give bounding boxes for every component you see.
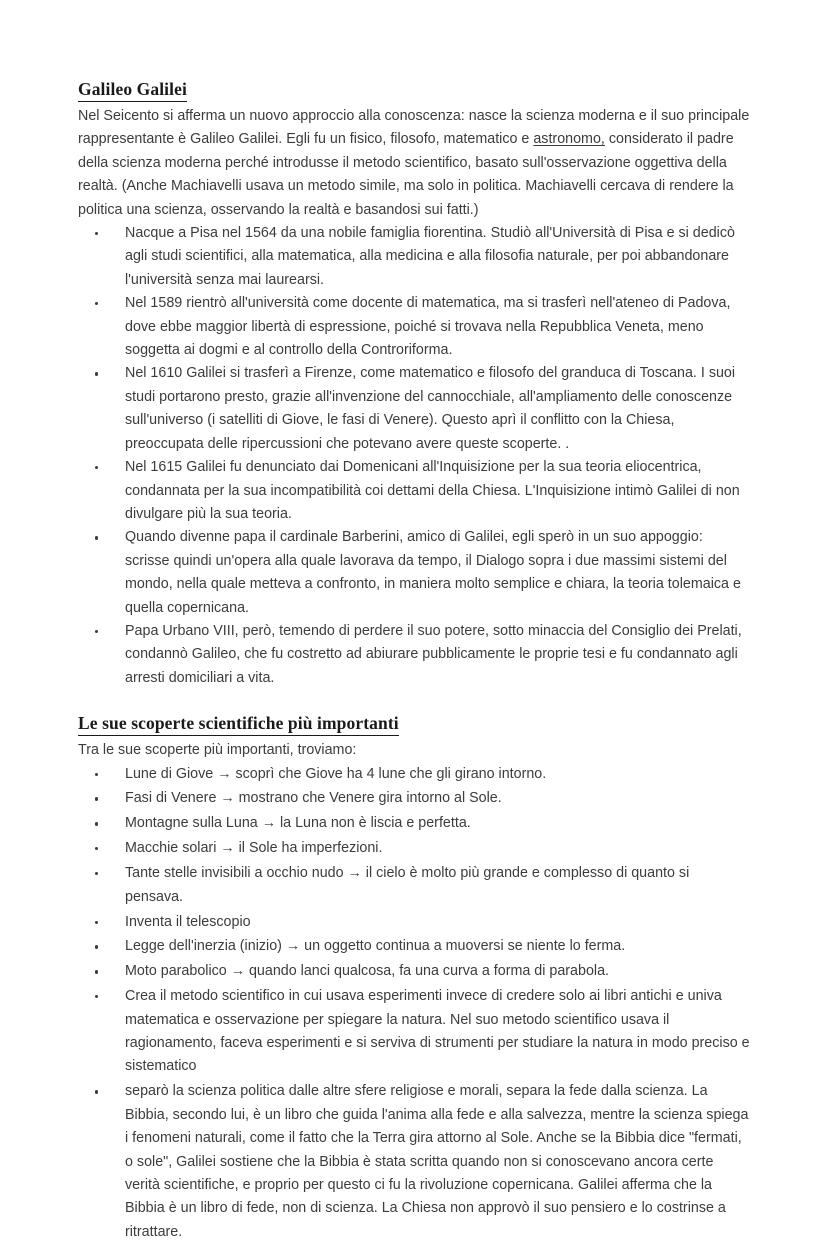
list-item: Quando divenne papa il cardinale Barberini, amico di Galilei, egli sperò in un suo appoggio: scrisse quindi un'opera alla quale lavorava da tempo, il Dialogo sopra i due massimi sistemi del mondo, nella quale metteva a confronto, in maniera molto semplice e chiara, la teoria tolemaica e quella copernicana.: [78, 526, 750, 620]
section-spacer: [78, 690, 750, 712]
list-item: Lune di Giove → scoprì che Giove ha 4 lune che gli girano intorno.: [78, 763, 750, 786]
list-item: Nacque a Pisa nel 1564 da una nobile famiglia fiorentina. Studiò all'Università di Pisa e si dedicò agli studi scientifici, alla matematica, alla medicina e alla filosofia naturale, per poi abbandonare l'università senza mai laurearsi.: [78, 222, 750, 292]
intro-text-before: Nel Seicento si afferma un nuovo approccio alla conoscenza: nasce la scienza moderna e il suo principale rappresentante è Galileo Galilei. Egli fu un fisico, filosofo, matematico e: [78, 108, 750, 148]
document-content: [78, 78, 750, 1244]
section-heading-galileo-galilei: [78, 78, 750, 102]
section-heading-scoperte-scientifiche: [78, 712, 750, 736]
list-item: Nel 1589 rientrò all'università come docente di matematica, ma si trasferì nell'ateneo di Padova, dove ebbe maggior libertà di espressione, poiché si trovava nella Repubblica Veneta, meno soggetta ai dogmi e al controllo della Controriforma.: [78, 292, 750, 362]
list-item: Moto parabolico → quando lanci qualcosa, fa una curva a forma di parabola.: [78, 960, 750, 983]
list-item: Inventa il telescopio: [78, 911, 750, 934]
section-heading-text: Galileo Galilei: [78, 78, 187, 102]
list-item: Crea il metodo scientifico in cui usava esperimenti invece di credere solo ai libri antichi e univa matematica e osservazione per spiegare la natura. Nel suo metodo scientifico usava il ragionamento, faceva esperimenti e si serviva di strumenti per studiare la natura in modo preciso e sistematico: [78, 985, 750, 1079]
scoperte-intro-paragraph: Tra le sue scoperte più importanti, troviamo:: [78, 742, 357, 759]
list-item: Nel 1610 Galilei si trasferì a Firenze, come matematico e filosofo del granduca di Toscana. I suoi studi portarono presto, grazie all'invenzione del cannocchiale, all'ampliamento delle conoscenze sull'universo (i satelliti di Giove, le fasi di Venere). Questo aprì il conflitto con la Chiesa, preoccupata delle ripercussioni che potevano avere queste scoperte. .: [78, 362, 750, 456]
discoveries-bullet-list: [78, 763, 750, 1244]
list-item: Nel 1615 Galilei fu denunciato dai Domenicani all'Inquisizione per la sua teoria eliocentrica, condannata per la sua incompatibilità coi dettami della Chiesa. L'Inquisizione intimò Galilei di non divulgare più la sua teoria.: [78, 456, 750, 526]
intro-text-after: considerato il padre della scienza moderna perché introdusse il metodo scientifico, basato sull'osservazione oggettiva della realtà. (Anche Machiavelli usava un metodo simile, ma solo in politica. Machiavelli cercava di rendere la politica una scienza, osservando la realtà e basandosi sui fatti.): [78, 131, 734, 218]
list-item: Tante stelle invisibili a occhio nudo → il cielo è molto più grande e complesso di quanto si pensava.: [78, 862, 750, 909]
section-heading-text: Le sue scoperte scientifiche più importanti: [78, 712, 399, 736]
list-item: Fasi di Venere → mostrano che Venere gira intorno al Sole.: [78, 787, 750, 810]
underlined-term-astronomo: astronomo,: [533, 131, 605, 148]
list-item: Macchie solari → il Sole ha imperfezioni.: [78, 837, 750, 860]
intro-paragraph: [78, 105, 750, 222]
biography-bullet-list: [78, 222, 750, 690]
list-item: Montagne sulla Luna → la Luna non è liscia e perfetta.: [78, 812, 750, 835]
list-item: Papa Urbano VIII, però, temendo di perdere il suo potere, sotto minaccia del Consiglio dei Prelati, condannò Galileo, che fu costretto ad abiurare pubblicamente le proprie tesi e fu condannato agli arresti domiciliari a vita.: [78, 620, 750, 690]
list-item: separò la scienza politica dalle altre sfere religiose e morali, separa la fede dalla scienza. La Bibbia, secondo lui, è un libro che guida l'anima alla fede e alla salvezza, mentre la scienza spiega i fenomeni naturali, come il fatto che la Terra gira attorno al Sole. Anche se la Bibbia dice "fermati, o sole", Galilei sostiene che la Bibbia è stata scritta quando non si conoscevano ancora certe verità scientifiche, e proprio per questo ci fu la rivoluzione copernicana. Galilei afferma che la Bibbia è un libro di fede, non di scienza. La Chiesa non approvò il suo pensiero e lo costrinse a ritrattare.: [78, 1080, 750, 1244]
list-item: Legge dell'inerzia (inizio) → un oggetto continua a muoversi se niente lo ferma.: [78, 935, 750, 958]
